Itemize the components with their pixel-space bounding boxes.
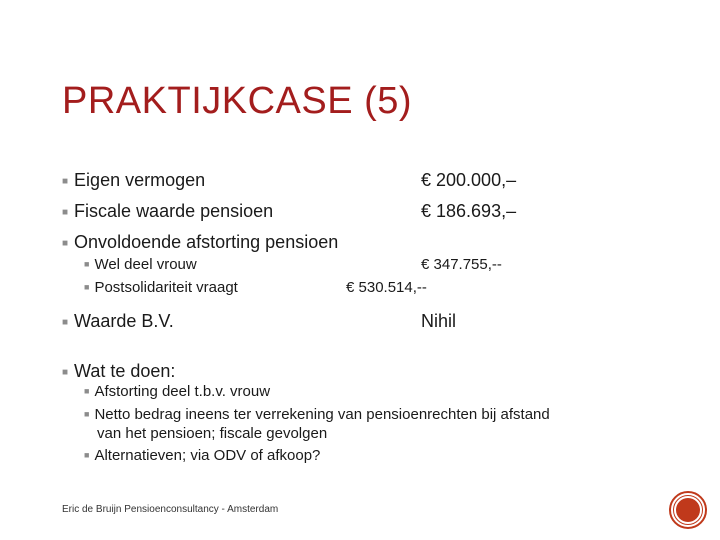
list-item: [84, 279, 238, 296]
square-bullet-icon: ■: [62, 238, 69, 249]
item-label-continuation: van het pensioen; fiscale gevolgen: [97, 425, 328, 442]
list-item: [62, 361, 175, 382]
square-bullet-icon: ■: [62, 317, 69, 328]
item-label: Wel deel vrouw: [94, 256, 197, 273]
square-bullet-icon: ■: [62, 367, 69, 378]
item-label: Afstorting deel t.b.v. vrouw: [94, 383, 271, 400]
item-value: € 347.755,--: [421, 256, 502, 273]
square-bullet-icon: ■: [84, 259, 90, 269]
list-item: [84, 406, 550, 423]
square-bullet-icon: ■: [84, 282, 90, 292]
list-item: [84, 447, 320, 464]
item-label: Alternatieven; via ODV of afkoop?: [94, 447, 321, 464]
circle-logo-icon: [668, 490, 708, 530]
item-label: Wat te doen:: [74, 361, 176, 381]
list-item: [84, 256, 197, 273]
item-label: Waarde B.V.: [74, 311, 174, 331]
item-value: Nihil: [421, 311, 457, 331]
footer-text: Eric de Bruijn Pensioenconsultancy - Amsterdam: [62, 504, 279, 515]
item-label: Fiscale waarde pensioen: [74, 201, 274, 221]
item-value: € 530.514,--: [346, 279, 427, 296]
list-item: [62, 232, 338, 253]
page-title: PRAKTIJKCASE (5): [62, 80, 413, 122]
square-bullet-icon: ■: [84, 409, 90, 419]
list-item: [62, 201, 273, 222]
square-bullet-icon: ■: [84, 386, 90, 396]
list-item: [62, 311, 174, 332]
square-bullet-icon: ■: [62, 176, 69, 187]
square-bullet-icon: ■: [84, 450, 90, 460]
item-label: Postsolidariteit vraagt: [94, 279, 238, 296]
item-label: Onvoldoende afstorting pensioen: [74, 232, 339, 252]
list-item: [62, 170, 205, 191]
item-label: Eigen vermogen: [74, 170, 206, 190]
list-item: [84, 383, 270, 400]
item-value: € 200.000,–: [421, 170, 517, 190]
square-bullet-icon: ■: [62, 207, 69, 218]
item-label: Netto bedrag ineens ter verrekening van pensioenrechten bij afstand: [94, 406, 550, 423]
item-value: € 186.693,–: [421, 201, 517, 221]
